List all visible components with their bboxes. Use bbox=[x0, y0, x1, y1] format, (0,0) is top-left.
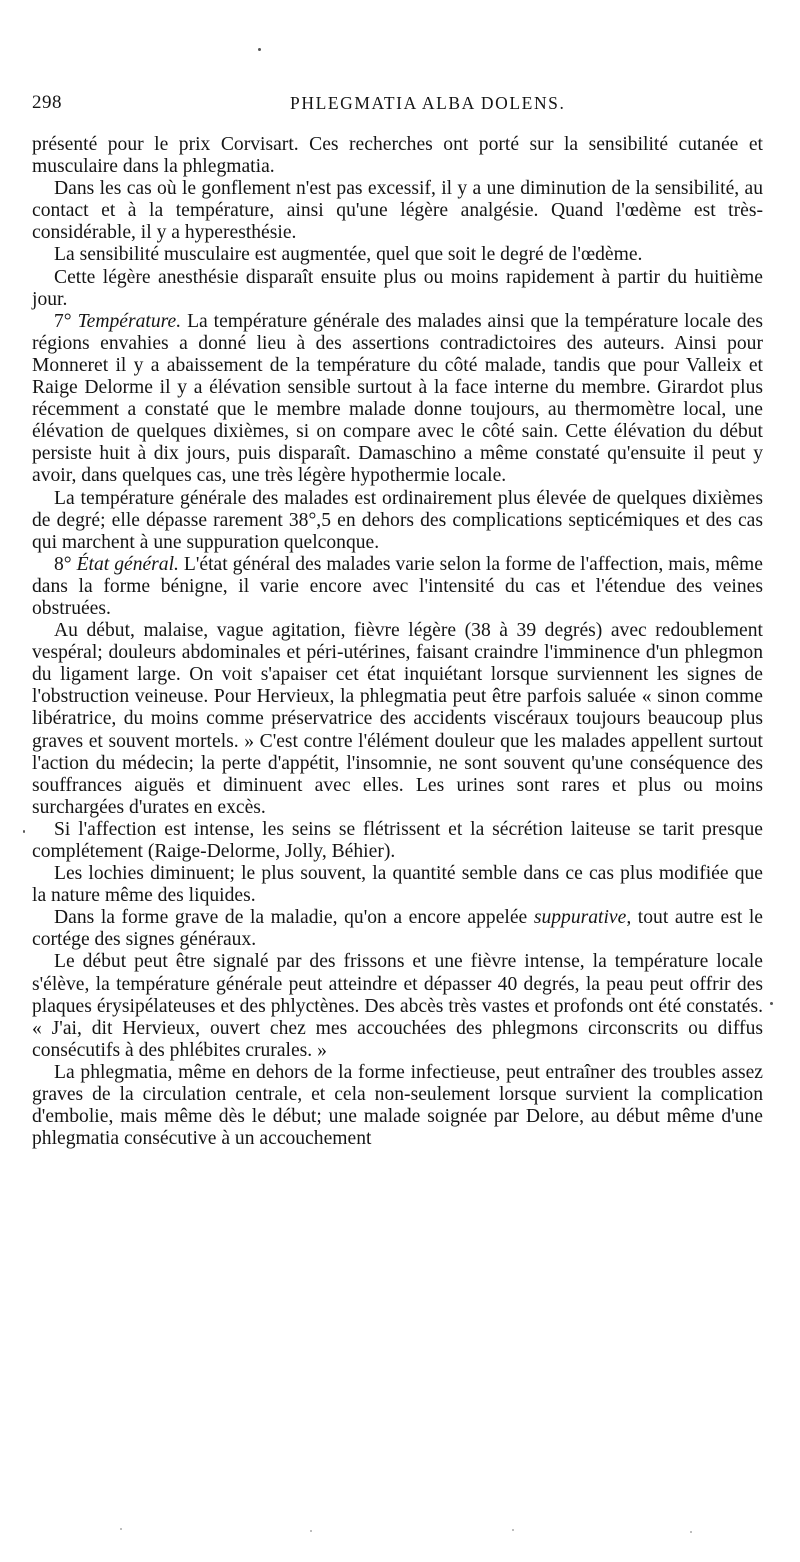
paragraph-text: tout autre est le cortége des signes généraux. bbox=[32, 907, 763, 951]
scan-speck bbox=[512, 1529, 514, 1531]
paragraph bbox=[32, 178, 763, 244]
paragraph-text: Cette légère anesthésie disparaît ensuite plus ou moins rapidement à partir du huitième jour. bbox=[32, 266, 763, 310]
paragraph-text: présenté pour le prix Corvisart. Ces recherches ont porté sur la sensibilité cutanée et musculaire dans la phlegmatia. bbox=[32, 134, 763, 178]
paragraph-text: Le début peut être signalé par des frissons et une fièvre intense, la température locale s'élève, la température générale peut atteindre et dépasser 40 degrés, la peau peut offrir des plaques érysipélateuses et des phlyctènes. Des abcès très vastes et profonds ont été constatés. « J'ai, dit Hervieux, ouvert chez mes accouchées des phlegmons circonscrits ou diffus consécutifs à des phlébites crurales. » bbox=[32, 951, 763, 1061]
paragraph bbox=[32, 1062, 763, 1150]
section-paragraph-temperature bbox=[32, 311, 763, 488]
scan-speck bbox=[690, 1531, 692, 1533]
paragraph-text: Au début, malaise, vague agitation, fièvre légère (38 à 39 degrés) avec redoublement vespéral; douleurs abdominales et péri-utérines, faisant craindre l'imminence d'un phlegmon du ligament large. On voit s'apaiser cet état inquiétant lorsque surviennent les signes de l'obstruction veineuse. Pour Hervieux, la phlegmatia peut être parfois saluée « sinon comme libératrice, du moins comme préservatrice des accidents viscéraux toujours beaucoup plus graves et souvent mortels. » C'est contre l'élément douleur que les malades appellent surtout l'action du médecin; la perte d'appétit, l'insomnie, ne sont souvent qu'une conséquence des souffrances aiguës et diminuent avec elles. Les urines sont rares et plus ou moins surchargées d'urates en excès. bbox=[32, 620, 763, 818]
paragraph bbox=[32, 488, 763, 554]
scan-speck bbox=[23, 830, 25, 833]
paragraph bbox=[32, 620, 763, 819]
italic-term: suppurative, bbox=[533, 907, 632, 929]
paragraph-text: La phlegmatia, même en dehors de la forme infectieuse, peut entraîner des troubles assez graves de la circulation centrale, et cela non-seulement lorsque survient la complication d'embolie, mais même dès le début; une malade soignée par Delore, au début même d'une phlegmatia consécutive à un accouchement bbox=[32, 1061, 763, 1150]
paragraph-text: Dans la forme grave de la maladie, qu'on a encore appelée bbox=[54, 907, 534, 929]
paragraph-text: La température générale des malades est ordinairement plus élevée de quelques dixièmes de degré; elle dépasse rarement 38°,5 en dehors des complications septicémiques et des cas qui marchent à une suppuration quelconque. bbox=[32, 487, 763, 553]
scan-speck bbox=[258, 48, 261, 51]
paragraph-text: Dans les cas où le gonflement n'est pas excessif, il y a une diminution de la sensibilité, au contact et à la température, ainsi qu'une légère analgésie. Quand l'œdème est très-considérable, il y a hyperesthésie. bbox=[32, 178, 763, 244]
paragraph bbox=[32, 951, 763, 1061]
scan-speck bbox=[770, 1002, 773, 1005]
paragraph-text: Les lochies diminuent; le plus souvent, la quantité semble dans ce cas plus modifiée que la nature même des liquides. bbox=[32, 863, 763, 907]
paragraph bbox=[32, 267, 763, 311]
section-paragraph-etat-general bbox=[32, 554, 763, 620]
body-text bbox=[32, 134, 763, 1150]
page-header bbox=[32, 92, 762, 118]
section-number: 7° bbox=[54, 310, 72, 332]
paragraph-text: La température générale des malades ainsi que la température locale des régions envahies a donné lieu à des assertions contradictoires des auteurs. Ainsi pour Monneret il y a abaissement de la température du côté malade, tandis que pour Valleix et Raige Delorme il y a élévation sensible surtout à la face interne du membre. Girardot plus récemment a constaté que le membre malade donne toujours, au thermomètre local, une élévation de quelques dixièmes, si on compare avec le côté sain. Cette élévation du début persiste huit à dix jours, puis disparaît. Damaschino a même constaté qu'ensuite il peut y avoir, dans quelques cas, une très légère hypothermie locale. bbox=[32, 310, 763, 487]
paragraph-text: La sensibilité musculaire est augmentée, quel que soit le degré de l'œdème. bbox=[54, 244, 643, 266]
running-title: PHLEGMATIA ALBA DOLENS. bbox=[290, 93, 566, 113]
paragraph bbox=[32, 244, 763, 266]
section-heading: État général. bbox=[76, 553, 179, 575]
section-number: 8° bbox=[54, 553, 72, 575]
paragraph-text: Si l'affection est intense, les seins se flétrissent et la sécrétion laiteuse se tarit presque complétement (Raige-Delorme, Jolly, Béhier). bbox=[32, 818, 763, 862]
paragraph bbox=[32, 134, 763, 178]
paragraph bbox=[32, 907, 763, 951]
paragraph bbox=[32, 819, 763, 863]
paragraph-text: L'état général des malades varie selon la forme de l'affection, mais, même dans la forme bénigne, il varie encore avec l'intensité du cas et l'étendue des veines obstruées. bbox=[32, 553, 763, 619]
scan-speck bbox=[120, 1528, 122, 1530]
section-heading: Température. bbox=[77, 310, 182, 332]
paragraph bbox=[32, 863, 763, 907]
scan-speck bbox=[310, 1530, 312, 1532]
page-number: 298 bbox=[32, 92, 62, 113]
